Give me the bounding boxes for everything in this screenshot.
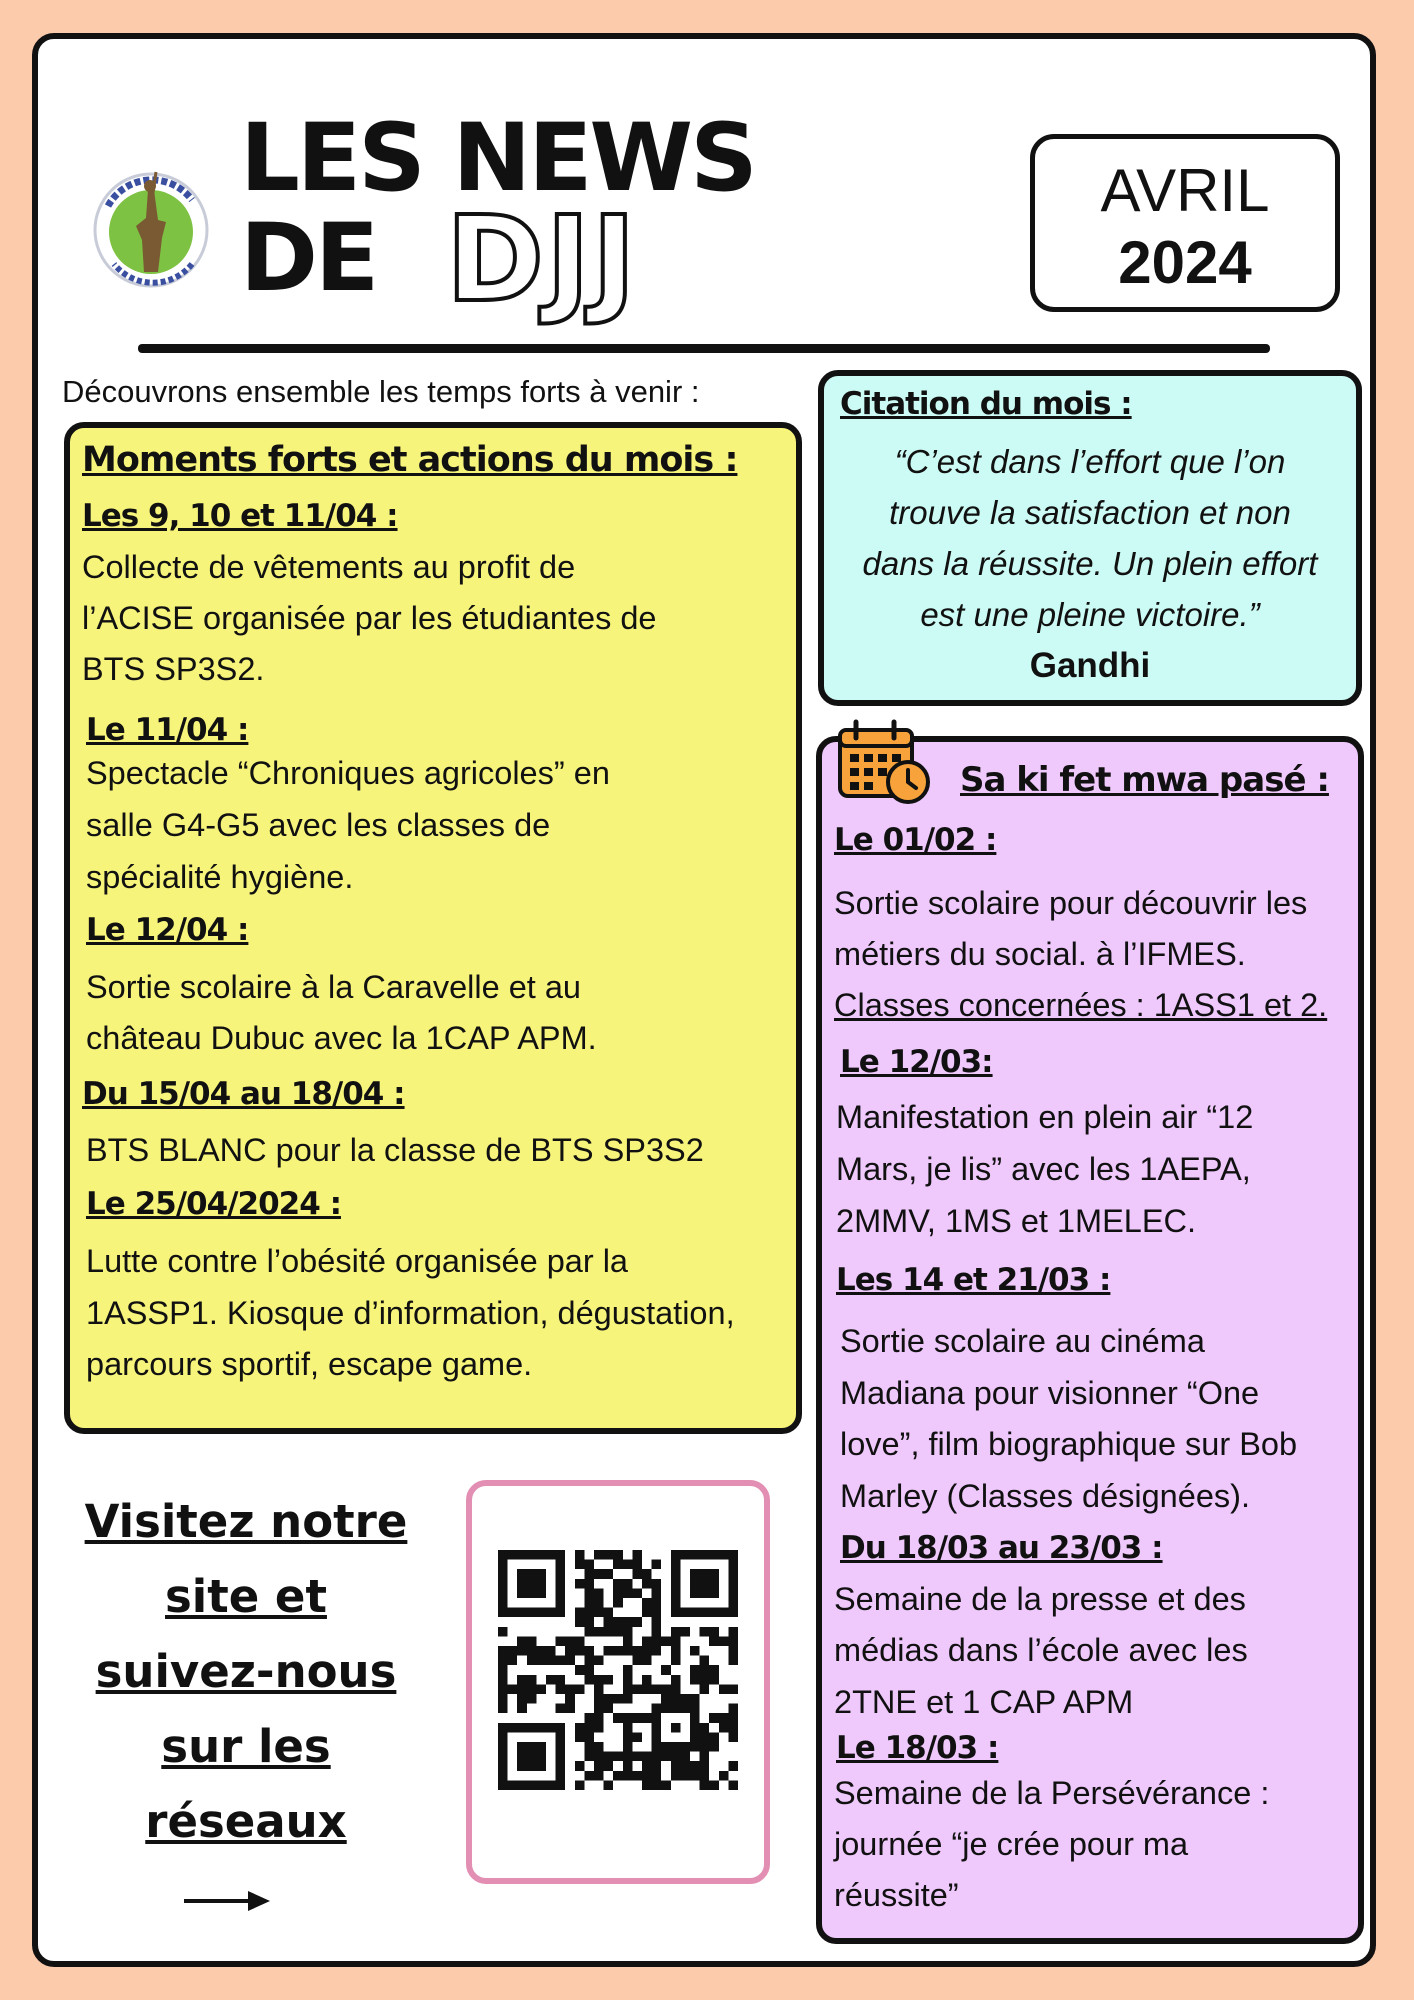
moment-date: Le 25/04/2024 : (86, 1186, 341, 1222)
past-event-date: Le 01/02 : (834, 822, 997, 858)
social-line: réseaux (145, 1795, 347, 1848)
quote-line: trouve la satisfaction et non (889, 494, 1291, 531)
past-event-line: Marley (Classes désignées). (840, 1478, 1251, 1514)
moment-line: BTS SP3S2. (82, 651, 265, 687)
moments-panel (64, 422, 802, 1434)
qr-code-icon[interactable] (498, 1550, 738, 1790)
moment-line: l’ACISE organisée par les étudiantes de (82, 600, 657, 636)
issue-year: 2024 (1118, 229, 1252, 296)
moment-line: spécialité hygiène. (86, 859, 354, 895)
past-event-date: Le 18/03 : (836, 1730, 999, 1766)
past-event-date: Les 14 et 21/03 : (836, 1262, 1111, 1298)
quote-line: est une pleine victoire.” (920, 596, 1260, 633)
moment-date: Du 15/04 au 18/04 : (82, 1076, 405, 1112)
moment-line: BTS BLANC pour la classe de BTS SP3S2 (86, 1132, 704, 1168)
moment-line: Spectacle “Chroniques agricoles” en (86, 755, 610, 791)
moment-date: Les 9, 10 et 11/04 : (82, 498, 398, 534)
past-events-panel (816, 736, 1364, 1944)
newsletter-title-line2: DE (240, 204, 377, 313)
past-event-date: Le 12/03: (840, 1044, 993, 1080)
moment-date: Le 11/04 : (86, 712, 249, 748)
past-event-line: Semaine de la presse et des (834, 1581, 1246, 1617)
social-line: sur les (161, 1720, 331, 1773)
calendar-clock-icon (836, 718, 936, 808)
past-event-line: médias dans l’école avec les (834, 1632, 1248, 1668)
social-line: site et (165, 1570, 327, 1623)
past-event-line: métiers du social. à l’IFMES. (834, 936, 1246, 972)
moment-line: Sortie scolaire à la Caravelle et au (86, 969, 581, 1005)
social-line: Visitez notre (84, 1495, 408, 1548)
past-event-line: Manifestation en plein air “12 (836, 1099, 1254, 1135)
newsletter-title-line1: LES NEWS (240, 104, 755, 213)
past-event-line: Mars, je lis” avec les 1AEPA, (836, 1151, 1251, 1187)
intro-text: Découvrons ensemble les temps forts à venir : (62, 374, 700, 409)
moment-line: salle G4-G5 avec les classes de (86, 807, 551, 843)
past-event-note: Classes concernées : 1ASS1 et 2. (834, 987, 1328, 1023)
past-event-line: Semaine de la Persévérance : (834, 1775, 1270, 1811)
moments-heading: Moments forts et actions du mois : (82, 440, 738, 480)
school-logo (88, 160, 214, 298)
past-event-line: Sortie scolaire pour découvrir les (834, 885, 1308, 921)
quote-panel (818, 370, 1362, 706)
issue-date-box (1030, 134, 1340, 312)
header-divider (138, 344, 1270, 353)
past-event-line: journée “je crée pour ma (834, 1826, 1189, 1862)
moment-line: parcours sportif, escape game. (86, 1346, 533, 1382)
moment-date: Le 12/04 : (86, 912, 249, 948)
newsletter-title-brand: DJJ (446, 190, 638, 328)
quote-line: “C’est dans l’effort que l’on (894, 443, 1286, 480)
past-event-line: réussite” (834, 1877, 959, 1913)
moment-line: Collecte de vêtements au profit de (82, 549, 576, 585)
moment-line: 1ASSP1. Kiosque d’information, dégustation, (86, 1295, 735, 1331)
past-event-line: Madiana pour visionner “One (840, 1375, 1260, 1411)
past-event-line: 2TNE et 1 CAP APM (834, 1684, 1134, 1720)
past-event-line: Sortie scolaire au cinéma (840, 1323, 1205, 1359)
quote-heading: Citation du mois : (840, 386, 1132, 422)
past-event-line: love”, film biographique sur Bob (840, 1426, 1298, 1462)
moment-line: Lutte contre l’obésité organisée par la (86, 1243, 629, 1279)
quote-line: dans la réussite. Un plein effort (862, 545, 1318, 582)
quote-author: Gandhi (1029, 646, 1151, 685)
social-call-to-action (46, 1484, 446, 1859)
social-line: suivez-nous (95, 1645, 397, 1698)
arrow-right-icon (182, 1886, 272, 1916)
issue-month: AVRIL (1100, 157, 1270, 224)
moment-line: château Dubuc avec la 1CAP APM. (86, 1020, 597, 1056)
past-event-line: 2MMV, 1MS et 1MELEC. (836, 1203, 1197, 1239)
past-events-heading: Sa ki fet mwa pasé : (960, 760, 1329, 800)
past-event-date: Du 18/03 au 23/03 : (840, 1530, 1163, 1566)
